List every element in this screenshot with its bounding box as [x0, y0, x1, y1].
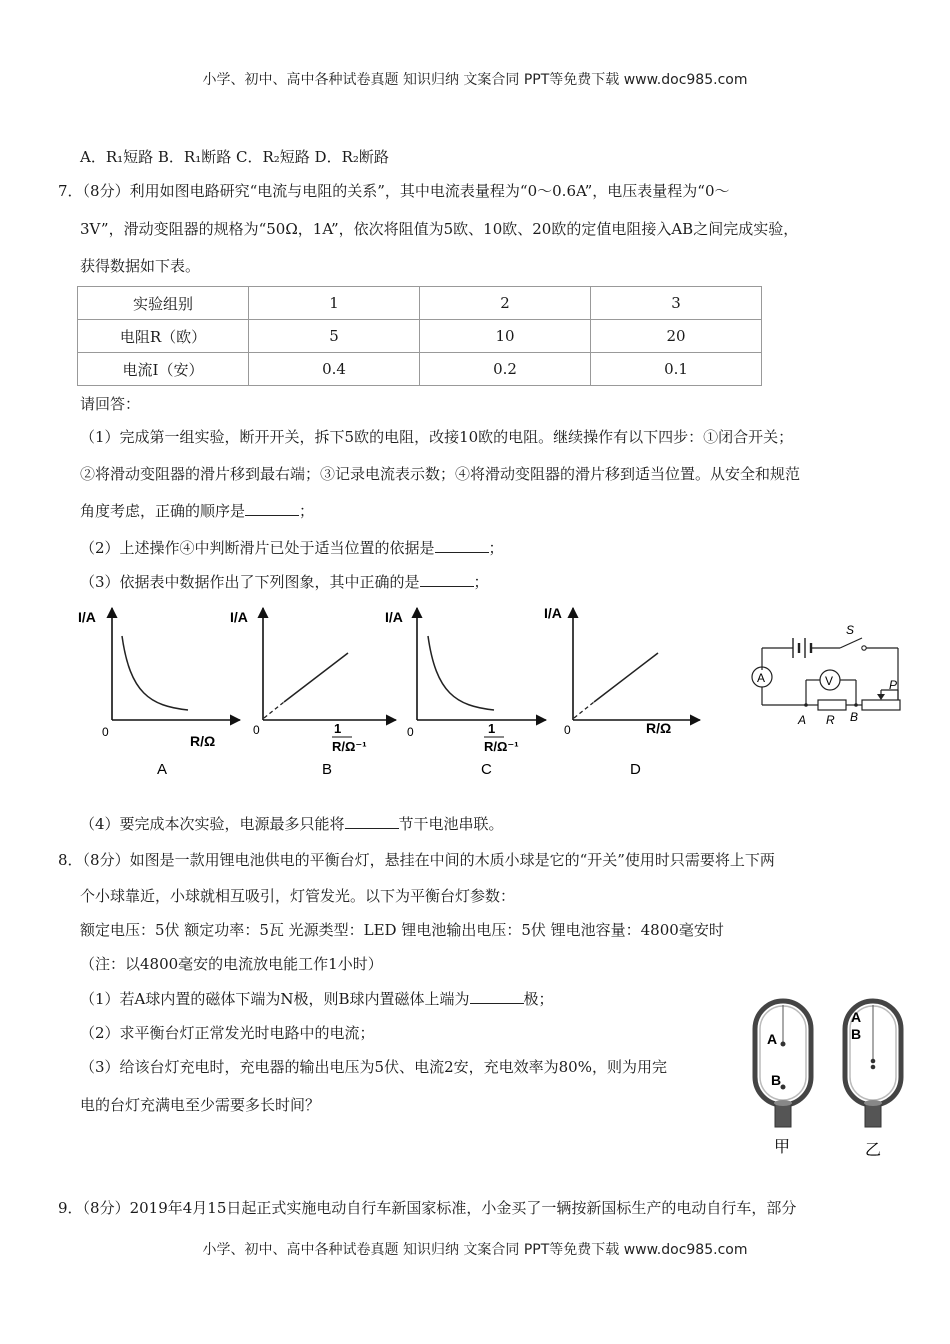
q7-please-answer: 请回答： — [80, 395, 141, 413]
q7-stem-line3: 获得数据如下表。 — [80, 257, 201, 275]
table-cell: 0.4 — [249, 353, 420, 386]
rheostat-slider — [877, 694, 885, 700]
ball-b-label: B — [851, 1026, 862, 1042]
graph-a-origin: 0 — [102, 725, 109, 739]
switch — [840, 638, 862, 648]
header-banner: 小学、初中、高中各种试卷真题 知识归纳 文案合同 PPT等免费下载 www.doc985.com — [202, 72, 748, 88]
table-cell: 1 — [249, 287, 420, 320]
answer-blank[interactable] — [420, 572, 474, 587]
ball-a-label: A — [851, 1009, 862, 1025]
node-a-label: A — [798, 713, 807, 727]
graph-b-line — [284, 653, 348, 702]
q7-part2 — [80, 537, 504, 559]
ball-b-label: B — [771, 1072, 782, 1088]
graph-c-curve — [428, 636, 494, 710]
q7-part4-text: （4）要完成本次实验，电源最多只能将 — [80, 815, 345, 833]
q9-stem-line1: 9．（8分）2019年4月15日起正式实施电动自行车新国家标准，小金买了一辆按新国标生产的电动自行车，部分 — [58, 1199, 797, 1217]
ball-a — [871, 1059, 876, 1064]
graph-a-y-label: I/A — [78, 609, 96, 625]
q7-stem-line2: 3V”，滑动变阻器的规格为“50Ω，1A”，依次将阻值为5欧、10欧、20欧的定值电阻接入AB之间完成实验， — [80, 220, 799, 238]
table-row — [78, 320, 762, 353]
q7-stem-line1: 7．（8分）利用如图电路研究“电流与电阻的关系”，其中电流表量程为“0～0.6A”，电压表量程为“0～ — [58, 182, 730, 200]
rheostat — [862, 700, 900, 710]
q7-part1-end: ； — [299, 502, 315, 520]
table-row — [78, 353, 762, 386]
voltmeter-label: V — [825, 674, 834, 688]
graph-a — [78, 608, 240, 778]
q7-part2-end: ； — [488, 539, 504, 557]
q7-data-table — [77, 286, 762, 386]
q7-part3-text: （3）依据表中数据作出了下列图象，其中正确的是 — [80, 573, 420, 591]
graph-c-y-label: I/A — [385, 609, 403, 625]
table-cell: 3 — [591, 287, 762, 320]
resistor-label: R — [826, 713, 835, 727]
answer-blank[interactable] — [245, 501, 299, 516]
q7-part4 — [80, 813, 504, 835]
ammeter-label: A — [757, 671, 766, 685]
graph-a-x-label: R/Ω — [190, 733, 216, 749]
graph-c-caption: C — [481, 761, 492, 778]
q8-part1 — [80, 988, 554, 1010]
q8-note: （注：以4800毫安的电流放电能工作1小时） — [80, 955, 383, 973]
graph-c-x-den: R/Ω⁻¹ — [484, 739, 519, 754]
table-cell: 电阻R（欧） — [78, 320, 249, 353]
graph-d-dashed — [574, 702, 594, 718]
lamp-jia — [755, 1001, 811, 1156]
q8-lamp-figure — [745, 995, 915, 1165]
graph-b-origin: 0 — [253, 723, 260, 737]
graph-b-caption: B — [322, 761, 333, 778]
graph-b-y-label: I/A — [230, 609, 248, 625]
graph-d-caption: D — [630, 761, 641, 778]
q7-part1-line3 — [80, 500, 314, 522]
lamp-yi-base — [865, 1103, 881, 1127]
graph-d-y-label: I/A — [544, 605, 562, 621]
ball-b — [781, 1085, 786, 1090]
resistor-r — [818, 700, 846, 710]
graph-c-origin: 0 — [407, 725, 414, 739]
graph-a-caption: A — [157, 761, 168, 778]
ball-a — [781, 1042, 786, 1047]
graph-b-x-den: R/Ω⁻¹ — [332, 739, 367, 754]
graph-d-line — [594, 653, 658, 702]
q7-part1-line2: ②将滑动变阻器的滑片移到最右端；③记录电流表示数；④将滑动变阻器的滑片移到适当位置。从安全和规范 — [80, 465, 801, 483]
q7-part1-text: 角度考虑，正确的顺序是 — [80, 502, 246, 520]
lamp-yi — [845, 1001, 901, 1159]
table-cell: 5 — [249, 320, 420, 353]
ball-a-label: A — [767, 1031, 778, 1047]
node-b-label: B — [850, 710, 859, 724]
table-cell: 0.1 — [591, 353, 762, 386]
graph-b-dashed — [264, 702, 284, 718]
graph-d — [544, 605, 700, 778]
q8-part1-end: 极； — [523, 990, 554, 1008]
lamp-yi-caption: 乙 — [865, 1142, 882, 1159]
table-cell: 电流I（安） — [78, 353, 249, 386]
graph-d-x-label: R/Ω — [646, 720, 672, 736]
ball-b — [871, 1065, 876, 1070]
q8-stem-line1: 8．（8分）如图是一款用锂电池供电的平衡台灯，悬挂在中间的木质小球是它的“开关”使用时只需要将上下两 — [58, 851, 775, 869]
q7-part4-end: 节干电池串联。 — [398, 815, 504, 833]
answer-blank[interactable] — [345, 814, 399, 829]
graph-d-origin: 0 — [564, 723, 571, 737]
answer-blank[interactable] — [435, 538, 489, 553]
q7-graphs — [60, 598, 720, 788]
table-row — [78, 287, 762, 320]
q7-part3 — [80, 571, 489, 593]
q8-stem-line2: 个小球靠近，小球就相互吸引，灯管发光。以下为平衡台灯参数： — [80, 887, 516, 905]
q8-part1-text: （1）若A球内置的磁体下端为N极，则B球内置磁体上端为 — [80, 990, 470, 1008]
switch-label: S — [846, 623, 855, 637]
q8-params: 额定电压：5伏 额定功率：5瓦 光源类型：LED 锂电池输出电压：5伏 锂电池容量：4800毫安时 — [80, 921, 724, 939]
footer-banner: 小学、初中、高中各种试卷真题 知识归纳 文案合同 PPT等免费下载 www.doc985.com — [202, 1242, 748, 1258]
lamp-jia-base — [775, 1103, 791, 1127]
q8-part3-line2: 电的台灯充满电至少需要多长时间？ — [80, 1096, 321, 1114]
lamp-jia-caption: 甲 — [774, 1139, 791, 1156]
table-cell: 2 — [420, 287, 591, 320]
answer-blank[interactable] — [470, 989, 524, 1004]
slider-label: P — [889, 678, 898, 692]
q7-part3-end: ； — [473, 573, 489, 591]
q6-options: A．R₁短路 B．R₁断路 C．R₂短路 D．R₂断路 — [80, 148, 389, 166]
q8-part3-line1: （3）给该台灯充电时，充电器的输出电压为5伏、电流2安，充电效率为80%，则为用完 — [80, 1058, 667, 1076]
table-cell: 20 — [591, 320, 762, 353]
graph-b — [230, 608, 396, 778]
table-cell: 实验组别 — [78, 287, 249, 320]
table-cell: 10 — [420, 320, 591, 353]
q8-part2: （2）求平衡台灯正常发光时电路中的电流； — [80, 1024, 375, 1042]
graph-b-x-num: 1 — [334, 721, 342, 736]
graph-a-curve — [122, 636, 188, 710]
q7-circuit-diagram — [738, 620, 908, 735]
graph-c-x-num: 1 — [488, 721, 496, 736]
q7-part2-text: （2）上述操作④中判断滑片已处于适当位置的依据是 — [80, 539, 435, 557]
graph-c — [385, 608, 546, 778]
table-cell: 0.2 — [420, 353, 591, 386]
q7-part1-line1: （1）完成第一组实验，断开开关，拆下5欧的电阻，改接10欧的电阻。继续操作有以下四步：①闭合开关； — [80, 428, 794, 446]
